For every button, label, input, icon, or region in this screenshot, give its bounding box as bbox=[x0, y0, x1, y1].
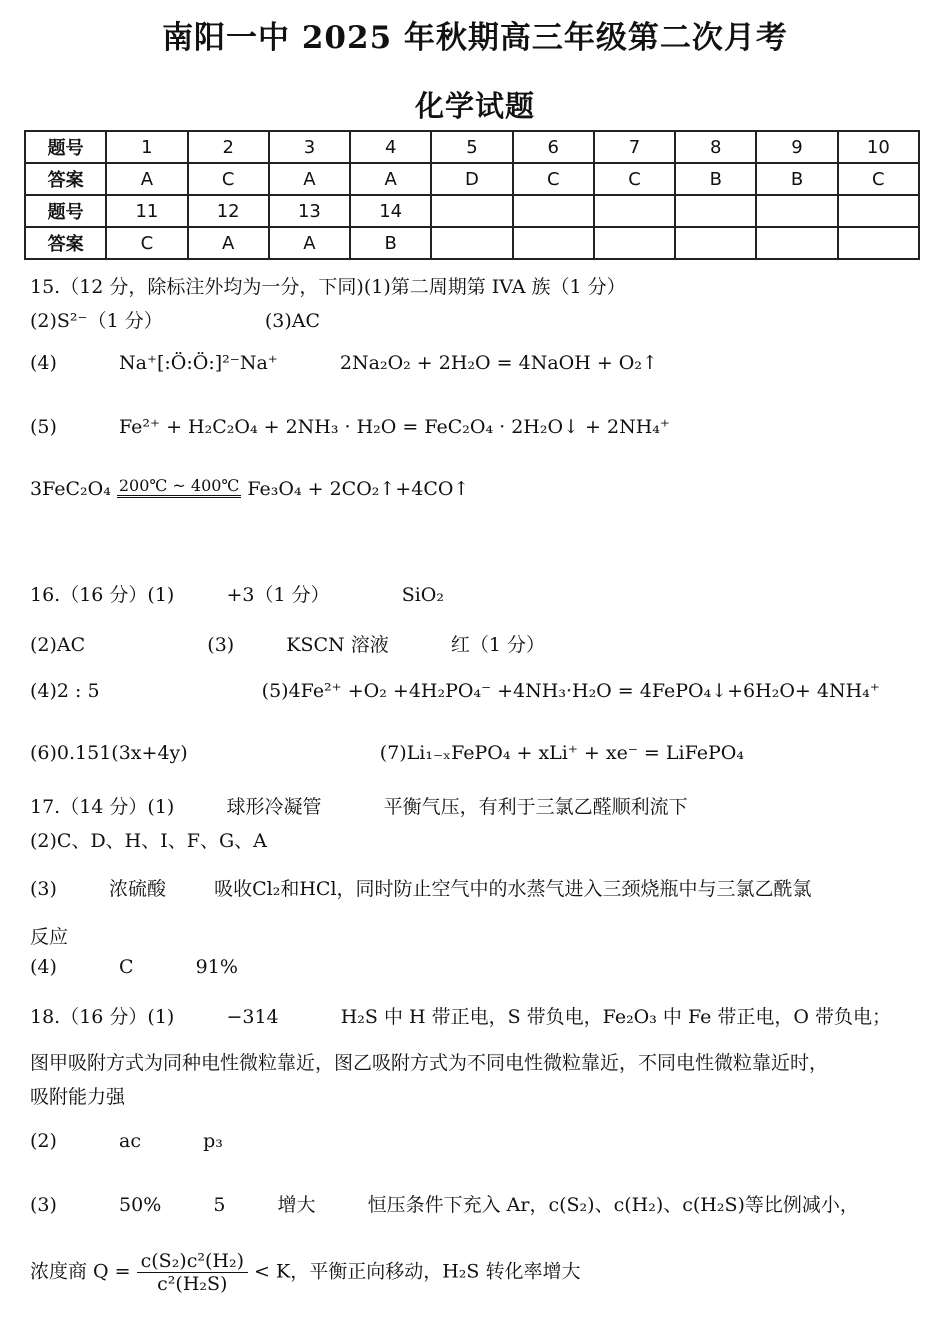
answer-table-cell bbox=[756, 227, 837, 259]
answer-table-cell: A bbox=[269, 163, 350, 195]
answer-table-cell: A bbox=[350, 163, 431, 195]
q17-p4b: 91% bbox=[195, 956, 238, 978]
q18-p1d: 吸附能力强 bbox=[30, 1086, 126, 1108]
answer-table-cell: 12 bbox=[188, 195, 269, 227]
q15-p4-equation: 2Na₂O₂ + 2H₂O = 4NaOH + O₂↑ bbox=[339, 352, 658, 374]
q15-header: 15.（12 分，除标注外均为一分，下同)(1)第二周期第 IVA 族（1 分） bbox=[30, 276, 626, 298]
q16-p7: (7)Li₁₋ₓFePO₄ + xLi⁺ + xe⁻ = LiFePO₄ bbox=[379, 742, 744, 764]
answer-table-header-cell: 题号 bbox=[25, 131, 106, 163]
answer-table-cell: 4 bbox=[350, 131, 431, 163]
q16-p5: (5)4Fe²⁺ +O₂ +4H₂PO₄⁻ +4NH₃·H₂O = 4FePO₄↓+6H₂O+ 4NH₄⁺ bbox=[261, 680, 880, 702]
q17-p1b: 平衡气压，有利于三氯乙醛顺利流下 bbox=[383, 796, 688, 818]
q17-p4: (4) bbox=[30, 956, 57, 978]
answer-table-cell: A bbox=[106, 163, 187, 195]
q16-part1 bbox=[30, 580, 444, 607]
q17-p3b: 吸收Cl₂和HCl，同时防止空气中的水蒸气进入三颈烧瓶中与三氯乙酰氯 bbox=[214, 878, 812, 900]
answer-table bbox=[24, 130, 920, 260]
answer-table-cell: C bbox=[188, 163, 269, 195]
q18-p1a: −314 bbox=[226, 1006, 279, 1028]
q15-p5-label: (5) bbox=[30, 416, 57, 438]
answer-table-cell: B bbox=[350, 227, 431, 259]
answer-table-cell: 8 bbox=[675, 131, 756, 163]
q18-p2b: p₃ bbox=[203, 1130, 223, 1152]
answer-table-cell: 7 bbox=[594, 131, 675, 163]
answer-table-header-cell: 答案 bbox=[25, 163, 106, 195]
answer-table-cell: C bbox=[106, 227, 187, 259]
answer-table-cell: 13 bbox=[269, 195, 350, 227]
q18-quotient-fraction bbox=[137, 1250, 248, 1295]
q16-header: 16.（16 分）(1) bbox=[30, 584, 175, 606]
answer-table-cell: A bbox=[269, 227, 350, 259]
q16-p6: (6)0.151(3x+4y) bbox=[30, 742, 188, 764]
q17-part1 bbox=[30, 792, 688, 819]
answer-table-cell: 9 bbox=[756, 131, 837, 163]
answer-table-cell bbox=[513, 227, 594, 259]
answer-table-row bbox=[25, 131, 919, 163]
q16-part4-5 bbox=[30, 680, 880, 702]
answer-table-cell: 14 bbox=[350, 195, 431, 227]
q18-part2 bbox=[30, 1130, 223, 1152]
q17-p3a: 浓硫酸 bbox=[109, 878, 167, 900]
answer-table-cell bbox=[431, 195, 512, 227]
exam-title: 南阳一中 2025 年秋期高三年级第二次月考 bbox=[162, 20, 788, 56]
answer-table-row bbox=[25, 195, 919, 227]
exam-subtitle: 化学试题 bbox=[414, 89, 535, 123]
answer-table-cell bbox=[838, 195, 919, 227]
q15-p5-equation: Fe²⁺ + H₂C₂O₄ + 2NH₃ · H₂O = FeC₂O₄ · 2H₂O↓ + 2NH₄⁺ bbox=[119, 416, 670, 438]
q17-part3 bbox=[30, 874, 812, 901]
answer-table-cell bbox=[675, 227, 756, 259]
answer-table-cell: 5 bbox=[431, 131, 512, 163]
answer-table-row bbox=[25, 163, 919, 195]
q15-part5-eq2 bbox=[30, 476, 469, 500]
q18-p3d: 恒压条件下充入 Ar，c(S₂)、c(H₂)、c(H₂S)等比例减小， bbox=[367, 1194, 859, 1216]
answer-table-cell: 2 bbox=[188, 131, 269, 163]
q17-p3: (3) bbox=[30, 878, 57, 900]
q16-p3b: 红（1 分） bbox=[450, 634, 545, 656]
q18-part1 bbox=[30, 1002, 891, 1029]
q18-quotient-numerator: c(S₂)c²(H₂) bbox=[137, 1250, 248, 1273]
reaction-condition-text: 200℃ ~ 400℃ bbox=[117, 476, 241, 498]
q18-header: 18.（16 分）(1) bbox=[30, 1006, 175, 1028]
answer-table-cell: 3 bbox=[269, 131, 350, 163]
answer-table-cell: C bbox=[594, 163, 675, 195]
q18-part3-quotient bbox=[30, 1250, 580, 1295]
q18-p3c: 增大 bbox=[277, 1194, 316, 1216]
answer-table-cell: A bbox=[188, 227, 269, 259]
answer-table-cell: 6 bbox=[513, 131, 594, 163]
answer-table-header-cell: 答案 bbox=[25, 227, 106, 259]
answer-table-cell: C bbox=[838, 163, 919, 195]
q18-quotient-denominator: c²(H₂S) bbox=[157, 1273, 228, 1295]
answer-table-cell: D bbox=[431, 163, 512, 195]
q17-header: 17.（14 分）(1) bbox=[30, 796, 175, 818]
answer-table-cell bbox=[838, 227, 919, 259]
answer-table-cell: 1 bbox=[106, 131, 187, 163]
answer-table-cell bbox=[594, 195, 675, 227]
q15-p4-label: (4) bbox=[30, 352, 57, 374]
reaction-condition bbox=[117, 476, 241, 500]
q18-quotient-post: < K，平衡正向移动，H₂S 转化率增大 bbox=[254, 1260, 581, 1283]
q16-part2-3 bbox=[30, 630, 545, 657]
q15-eq2-left: 3FeC₂O₄ bbox=[30, 478, 111, 500]
q16-p2: (2)AC bbox=[30, 634, 86, 656]
answer-table-cell: 10 bbox=[838, 131, 919, 163]
answer-table-header-cell: 题号 bbox=[25, 195, 106, 227]
q17-p3c: 反应 bbox=[30, 926, 69, 948]
answer-table-cell: C bbox=[513, 163, 594, 195]
answer-table-cell: B bbox=[675, 163, 756, 195]
answer-table-cell bbox=[513, 195, 594, 227]
answer-table-cell bbox=[431, 227, 512, 259]
q15-part2 bbox=[30, 306, 320, 333]
q15-part5 bbox=[30, 416, 670, 438]
q16-p3a: KSCN 溶液 bbox=[286, 634, 389, 656]
q17-p1a: 球形冷凝管 bbox=[226, 796, 322, 818]
q16-p1b: SiO₂ bbox=[401, 584, 444, 606]
q18-quotient-pre: 浓度商 Q = bbox=[30, 1260, 131, 1283]
q16-p3: (3) bbox=[207, 634, 235, 656]
answer-table-cell bbox=[675, 195, 756, 227]
q18-p3a: 50% bbox=[119, 1194, 162, 1216]
q17-p2: (2)C、D、H、I、F、G、A bbox=[30, 830, 267, 852]
answer-table-cell bbox=[594, 227, 675, 259]
q18-p3b: 5 bbox=[213, 1194, 226, 1216]
q18-p3: (3) bbox=[30, 1194, 57, 1216]
q16-part6-7 bbox=[30, 742, 744, 764]
answer-table-cell: 11 bbox=[106, 195, 187, 227]
q17-part4 bbox=[30, 956, 238, 978]
q15-p2: (2)S²⁻（1 分） bbox=[30, 310, 163, 332]
q18-p1b: H₂S 中 H 带正电，S 带负电，Fe₂O₃ 中 Fe 带正电，O 带负电； bbox=[340, 1006, 892, 1028]
q18-part3 bbox=[30, 1190, 859, 1217]
answer-table-cell: B bbox=[756, 163, 837, 195]
answer-table-cell bbox=[756, 195, 837, 227]
q16-p4: (4)2 : 5 bbox=[30, 680, 100, 702]
q15-p3: (3)AC bbox=[264, 310, 320, 332]
q18-p1c: 图甲吸附方式为同种电性微粒靠近，图乙吸附方式为不同电性微粒靠近，不同电性微粒靠近时， bbox=[30, 1052, 829, 1074]
q15-electron-formula: Na⁺[:Ö:Ö:]²⁻Na⁺ bbox=[119, 352, 278, 374]
q15-eq2-right: Fe₃O₄ + 2CO₂↑+4CO↑ bbox=[247, 478, 470, 500]
q16-p1a: +3（1 分） bbox=[226, 584, 330, 606]
q15-part4 bbox=[30, 352, 658, 374]
q18-p2: (2) bbox=[30, 1130, 57, 1152]
q17-p4a: C bbox=[119, 956, 134, 978]
q18-p2a: ac bbox=[119, 1130, 141, 1152]
answer-table-row bbox=[25, 227, 919, 259]
